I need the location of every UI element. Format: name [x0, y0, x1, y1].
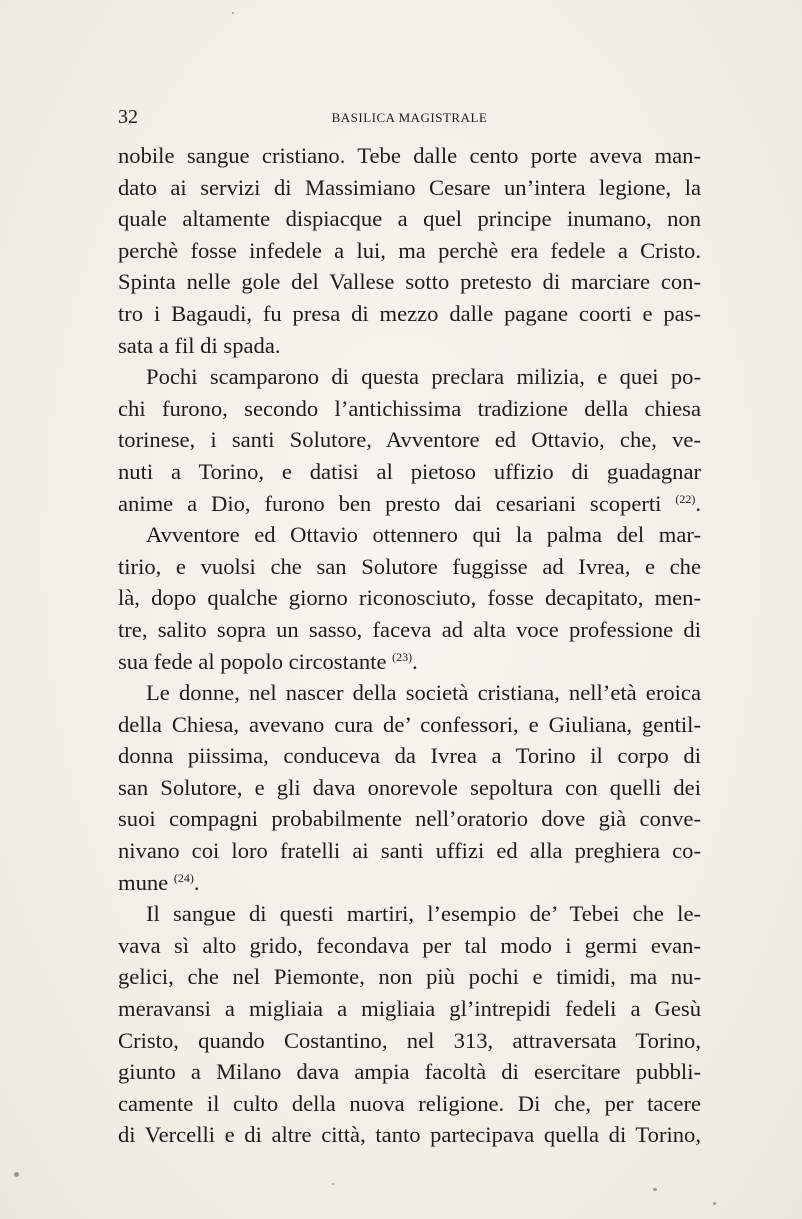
text-line — [118, 772, 701, 804]
line-text: suoi compagni probabilmente nell’oratorio dove già conve- — [118, 806, 701, 832]
line-text: tre, salito sopra un sasso, faceva ad alta voce professione di — [118, 616, 701, 642]
body-text — [118, 140, 701, 1151]
line-text: nobile sangue cristiano. Tebe dalle cento porte aveva man- — [118, 143, 701, 168]
line-text: gelici, che nel Piemonte, non più pochi e timidi, ma nu- — [118, 964, 701, 990]
text-line — [118, 614, 701, 646]
paper-speck — [332, 1183, 334, 1185]
text-line — [118, 235, 701, 267]
text-line — [118, 140, 701, 172]
line-text: vava sì alto grido, fecondava per tal modo i germi evan- — [118, 932, 701, 958]
paper-speck — [653, 1188, 657, 1191]
line-text: Spinta nelle gole del Vallese sotto pretesto di marciare con- — [118, 269, 701, 295]
text-line — [118, 646, 701, 678]
text-line — [118, 488, 701, 520]
line-text: Il sangue di questi martiri, l’esempio de’ Tebei che le- — [146, 901, 701, 927]
line-text: anime a Dio, furono ben presto dai cesariani scoperti — [118, 490, 662, 516]
running-title: BASILICA MAGISTRALE — [331, 110, 488, 125]
line-text: di Vercelli e di altre città, tanto partecipava quella di Torino, — [118, 1122, 701, 1148]
line-text: quale altamente dispiacque a quel principe inumano, non — [118, 206, 701, 232]
footnote-reference: (23) — [392, 649, 413, 664]
text-line — [118, 677, 701, 709]
text-line — [118, 424, 701, 456]
line-text: perchè fosse infedele a lui, ma perchè era fedele a Cristo. — [118, 237, 701, 263]
text-line — [118, 867, 701, 899]
line-text: tro i Bagaudi, fu presa di mezzo dalle pagane coorti e pas- — [118, 300, 701, 326]
line-text: Le donne, nel nascer della società cristiana, nell’età eroica — [146, 680, 701, 706]
text-line — [118, 740, 701, 772]
text-line — [118, 330, 701, 362]
text-line — [118, 393, 701, 425]
text-line — [118, 898, 701, 930]
line-text: tirio, e vuolsi che san Solutore fuggisse ad Ivrea, e che — [118, 553, 701, 579]
text-line — [118, 172, 701, 204]
paper-speck — [713, 1202, 716, 1205]
line-text: san Solutore, e gli dava onorevole sepoltura con quelli dei — [118, 774, 701, 800]
text-line — [118, 961, 701, 993]
paper-speck — [232, 12, 234, 14]
line-punctuation: . — [412, 648, 418, 674]
footnote-reference: (22) — [675, 491, 696, 506]
line-text: là, dopo qualche giorno riconosciuto, fosse decapitato, men- — [118, 585, 701, 611]
line-punctuation: . — [193, 869, 200, 895]
line-punctuation: . — [695, 490, 701, 516]
text-line — [118, 709, 701, 741]
text-line — [118, 519, 701, 551]
line-text: donna piissima, conduceva da Ivrea a Torino il corpo di — [118, 743, 701, 769]
text-line — [118, 266, 701, 298]
line-text: nivano coi loro fratelli ai santi uffizi ed alla preghiera co- — [118, 838, 701, 864]
line-text: sua fede al popolo circostante — [118, 648, 387, 674]
text-line — [118, 993, 701, 1025]
line-text: meravansi a migliaia a migliaia gl’intrepidi fedeli a Gesù — [118, 996, 701, 1022]
text-line — [118, 203, 701, 235]
text-line — [118, 1025, 701, 1057]
line-text: camente il culto della nuova religione. Di che, per tacere — [118, 1090, 701, 1116]
line-text: Pochi scamparono di questa preclara milizia, e quei po- — [146, 364, 701, 390]
text-line — [118, 361, 701, 393]
line-text: nuti a Torino, e datisi al pietoso uffizio di guadagnar — [118, 458, 701, 484]
line-text: torinese, i santi Solutore, Avventore ed Ottavio, che, ve- — [118, 427, 701, 453]
text-line — [118, 1056, 701, 1088]
text-line — [118, 1088, 701, 1120]
text-line — [118, 835, 701, 867]
line-text: Avventore ed Ottavio ottennero qui la palma del mar- — [146, 522, 701, 548]
text-line — [118, 803, 701, 835]
footnote-reference: (24) — [173, 870, 194, 885]
paper-speck — [14, 1172, 19, 1177]
text-line — [118, 930, 701, 962]
line-text: chi furono, secondo l’antichissima tradizione della chiesa — [118, 395, 701, 421]
text-line — [118, 298, 701, 330]
text-line — [118, 1119, 701, 1151]
text-line — [118, 551, 701, 583]
line-text: sata a fil di spada. — [118, 332, 281, 358]
line-text: della Chiesa, avevano cura de’ confessori, e Giuliana, gentil- — [118, 711, 701, 737]
line-text: dato ai servizi di Massimiano Cesare un’intera legione, la — [118, 174, 701, 200]
page-number: 32 — [118, 106, 138, 128]
line-text: mune — [118, 869, 169, 895]
line-text: giunto a Milano dava ampia facoltà di esercitare pubbli- — [118, 1059, 701, 1085]
text-line — [118, 582, 701, 614]
page-header — [118, 104, 701, 130]
text-line — [118, 456, 701, 488]
line-text: Cristo, quando Costantino, nel 313, attraversata Torino, — [118, 1027, 701, 1053]
